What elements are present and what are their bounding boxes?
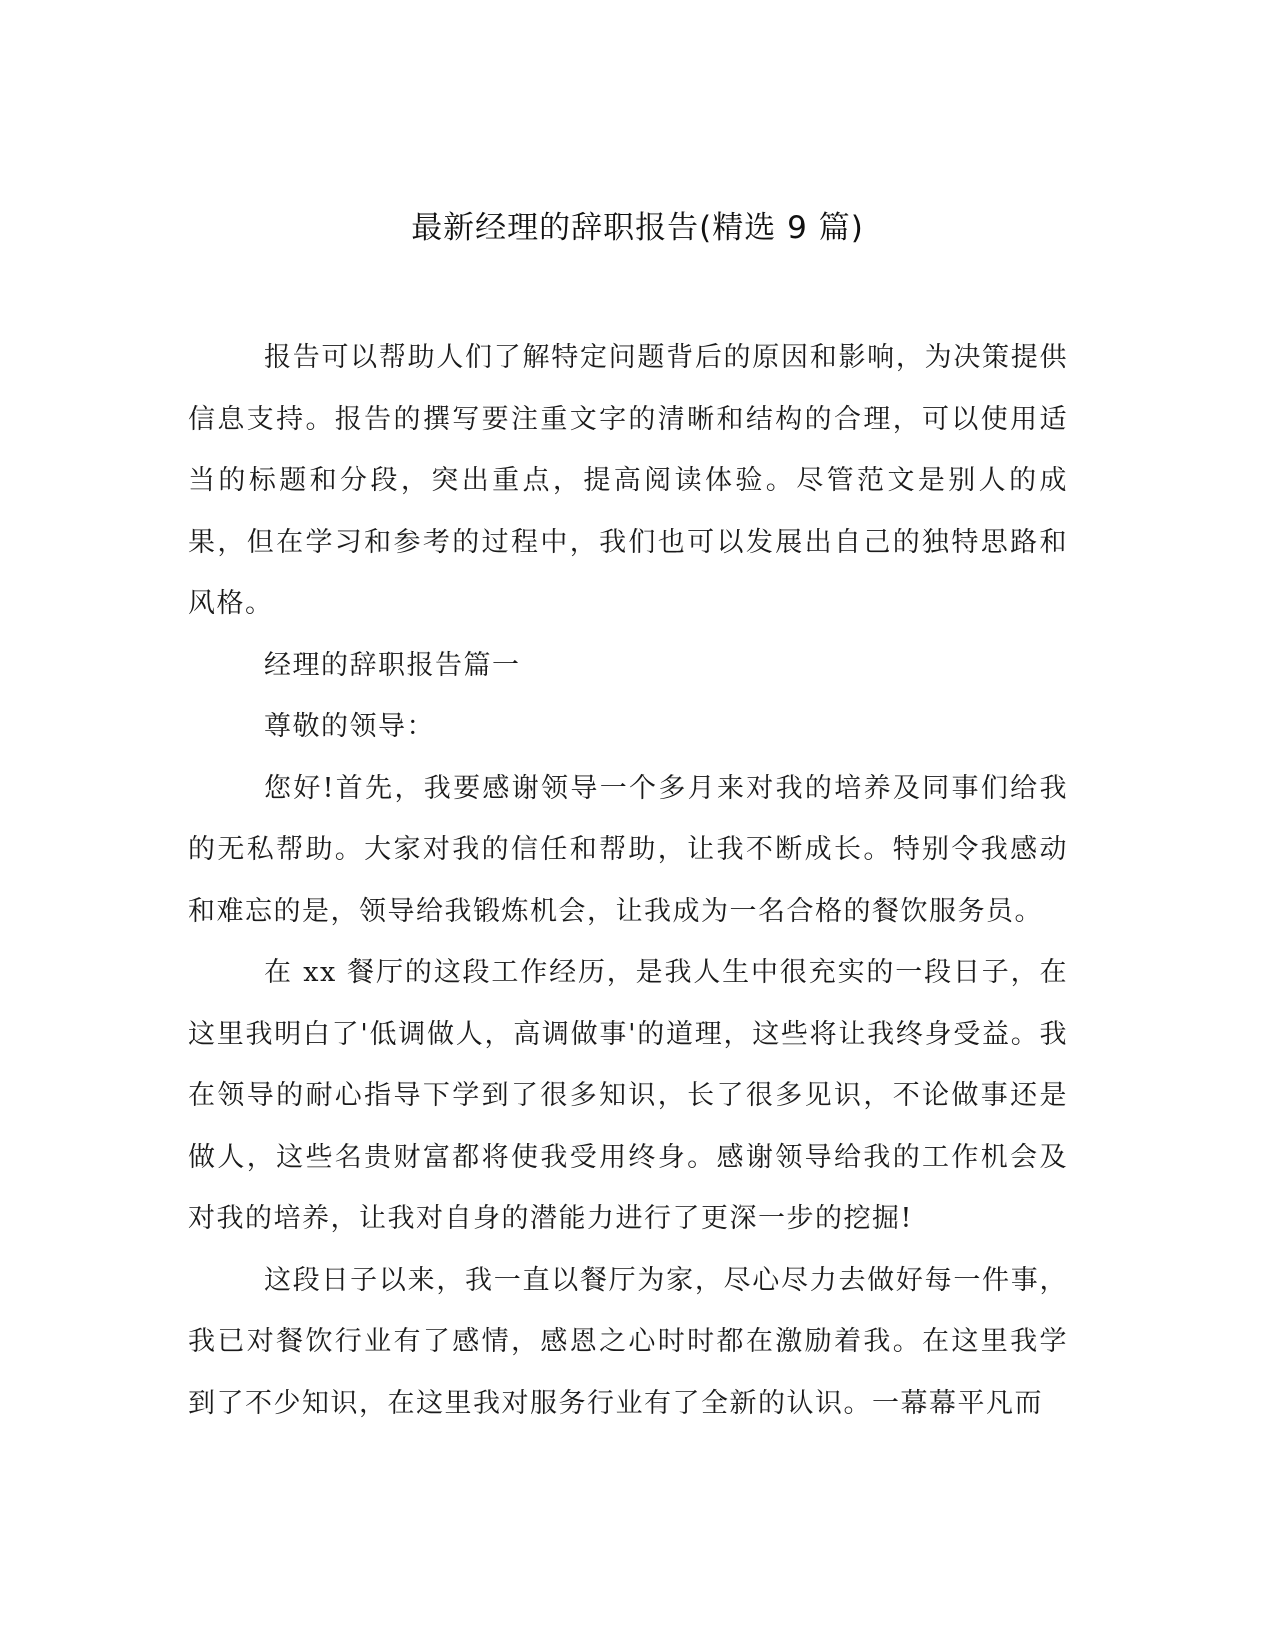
- body-paragraph: 在 xx 餐厅的这段工作经历，是我人生中很充实的一段日子，在这里我明白了'低调做人，高调做事'的道理，这些将让我终身受益。我在领导的耐心指导下学到了很多知识，长了很多见识，不论做事还是做人，这些名贵财富都将使我受用终身。感谢领导给我的工作机会及对我的培养，让我对自身的潜能力进行了更深一步的挖掘!: [188, 957, 1068, 1234]
- salutation: 尊敬的领导：: [264, 711, 435, 742]
- page-title: 最新经理的辞职报告(精选 9 篇): [411, 210, 864, 246]
- intro-paragraph: 报告可以帮助人们了解特定问题背后的原因和影响，为决策提供信息支持。报告的撰写要注重文字的清晰和结构的合理，可以使用适当的标题和分段，突出重点，提高阅读体验。尽管范文是别人的成果，但在学习和参考的过程中，我们也可以发展出自己的独特思路和风格。: [188, 342, 1068, 619]
- body-paragraph: 您好!首先，我要感谢领导一个多月来对我的培养及同事们给我的无私帮助。大家对我的信任和帮助，让我不断成长。特别令我感动和难忘的是，领导给我锻炼机会，让我成为一名合格的餐饮服务员。: [188, 772, 1068, 927]
- document-body: [188, 327, 1068, 1434]
- body-paragraph: 这段日子以来，我一直以餐厅为家，尽心尽力去做好每一件事，我已对餐饮行业有了感情，感恩之心时时都在激励着我。在这里我学到了不少知识，在这里我对服务行业有了全新的认识。一幕幕平凡而: [188, 1264, 1068, 1419]
- section-heading: 经理的辞职报告篇一: [264, 649, 521, 681]
